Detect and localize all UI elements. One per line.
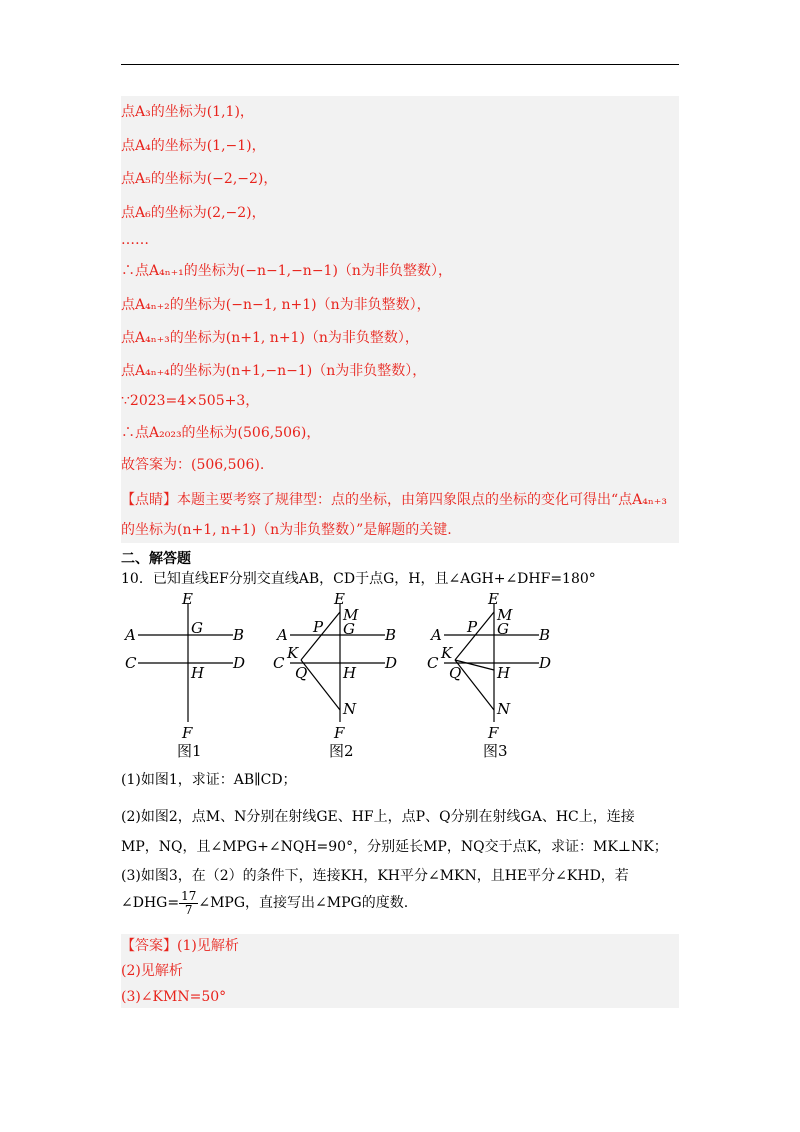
solution-line: ……	[121, 232, 149, 248]
fig2-label: M	[343, 606, 359, 624]
section-title: 二、解答题	[121, 551, 191, 567]
solution-line: 点A₃的坐标为(1,1)，	[121, 104, 254, 120]
question-part2: MP，NQ，且∠MPG+∠NQH=90°，分别延长MP，NQ交于点K，求证：MK⊥NK；	[121, 839, 668, 855]
fig3-label: C	[427, 654, 439, 672]
part3-suffix: ∠MPG，直接写出∠MPG的度数.	[198, 895, 409, 911]
part3-prefix: ∠DHG=	[121, 895, 180, 911]
figure-1	[123, 590, 245, 742]
fraction-numerator: 17	[181, 888, 197, 903]
solution-line: 点A₄ₙ₊₃的坐标为(n+1, n+1)（n为非负整数），	[121, 330, 419, 346]
fig3-caption: 图3	[483, 742, 508, 760]
fig2-label: B	[385, 626, 397, 644]
fig2-caption: 图2	[329, 742, 354, 760]
fig2-label: P	[313, 618, 324, 636]
fig2-label: F	[334, 724, 345, 742]
question-part3: (3)如图3，在（2）的条件下，连接KH，KH平分∠MKN，且HE平分∠KHD，若	[121, 868, 629, 884]
answer-line: 【答案】(1)见解析	[121, 938, 239, 954]
fig2-label: A	[277, 626, 288, 644]
fig2-label: E	[334, 590, 345, 608]
solution-line: 点A₆的坐标为(2,−2)，	[121, 205, 266, 221]
fig3-label: F	[488, 724, 499, 742]
geometry-figures	[121, 590, 681, 770]
fraction	[179, 890, 198, 917]
fig3-label: E	[488, 590, 499, 608]
fig3-label: B	[539, 626, 551, 644]
solution-line: ∴点A₂₀₂₃的坐标为(506,506)，	[121, 425, 321, 441]
solution-line: ∵2023=4×505+3，	[121, 393, 260, 409]
solution-shade	[121, 96, 679, 543]
fig2-label: C	[273, 654, 285, 672]
fig3-label: N	[497, 700, 511, 718]
header-rule	[121, 64, 679, 65]
fig2-label: D	[385, 654, 398, 672]
fig1-label: H	[191, 664, 205, 682]
fig3-label: P	[467, 618, 478, 636]
fig3-label: H	[497, 664, 511, 682]
fraction-denominator: 7	[184, 902, 193, 917]
fig3-label: Q	[449, 664, 462, 682]
fig1-label: B	[233, 626, 245, 644]
solution-line: 点A₅的坐标为(−2,−2)，	[121, 171, 278, 187]
fig1-label: D	[233, 654, 246, 672]
question-intro: 10．已知直线EF分别交直线AB，CD于点G，H，且∠AGH+∠DHF=180°	[121, 571, 596, 587]
question-part3-formula	[121, 888, 408, 918]
fig2-label: N	[343, 700, 357, 718]
solution-line: 点A₄的坐标为(1,−1)，	[121, 138, 266, 154]
question-part1: (1)如图1，求证：AB∥CD；	[121, 772, 297, 788]
solution-line: ∴点A₄ₙ₊₁的坐标为(−n−1,−n−1)（n为非负整数），	[121, 263, 452, 279]
solution-line: 故答案为：(506,506).	[121, 457, 265, 473]
fig3-label: A	[431, 626, 442, 644]
answer-line: (3)∠KMN=50°	[121, 989, 227, 1005]
fig1-label: A	[125, 626, 136, 644]
question-part2: (2)如图2，点M、N分别在射线GE、HF上，点P、Q分别在射线GA、HC上，连接	[121, 809, 635, 825]
fig3-label: M	[497, 606, 513, 624]
solution-line: 点A₄ₙ₊₄的坐标为(n+1,−n−1)（n为非负整数），	[121, 363, 427, 379]
fig3-label: D	[539, 654, 552, 672]
fig1-label: C	[125, 654, 137, 672]
fig3-label: G	[497, 620, 509, 638]
fig2-label: K	[287, 644, 299, 662]
fig3-label: K	[441, 644, 453, 662]
figure-3	[427, 590, 551, 742]
solution-line: 点A₄ₙ₊₂的坐标为(−n−1, n+1)（n为非负整数），	[121, 297, 431, 313]
fig1-label: G	[191, 619, 203, 637]
fig2-label: Q	[295, 664, 308, 682]
fig1-label: F	[182, 724, 193, 742]
comment-line: 的坐标为(n+1, n+1)（n为非负整数）”是解题的关键.	[121, 522, 452, 538]
fig1-label: E	[182, 590, 193, 608]
fig2-label: G	[343, 620, 355, 638]
fig1-caption: 图1	[177, 742, 202, 760]
fig2-label: H	[343, 664, 357, 682]
answer-line: (2)见解析	[121, 963, 183, 979]
figure-2	[273, 590, 397, 742]
comment-line: 【点睛】本题主要考察了规律型：点的坐标，由第四象限点的坐标的变化可得出“点A₄ₙ₊₃	[121, 492, 667, 508]
